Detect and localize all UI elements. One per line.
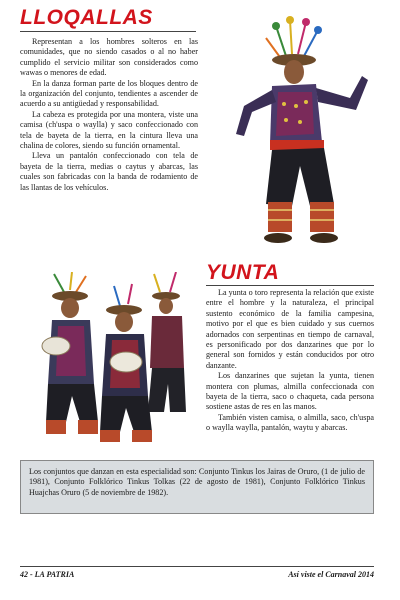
yunta-paragraph-2: Los danzarines que sujetan la yunta, tienen montera con plumas, almilla confeccionada con bayeta de la tierra, saco o chaqueta, cada persona sostiene astas de res en las manos. (206, 371, 374, 412)
lloqallas-paragraph-1: Representan a los hombres solteros en las comunidades, que no siendo casados o al no haber cumplido el servicio militar son considerados como wawas o menores de edad. (20, 37, 198, 78)
lloqallas-paragraph-4: Lleva un pantalón confeccionado con tela de bayeta de la tierra, medias o caytus y abarcas, las cuales son fabricadas con la banda de rodamiento de las llantas de los vehículos. (20, 151, 198, 192)
footer-page-label: 42 - LA PATRIA (20, 570, 75, 579)
footer-rule (20, 566, 374, 567)
lloqallas-rule (20, 31, 196, 32)
yunta-title: YUNTA (206, 261, 280, 284)
yunta-text (206, 288, 374, 434)
dance-groups-note (20, 460, 374, 514)
lloqallas-title: LLOQALLAS (20, 6, 153, 29)
yunta-paragraph-3: También visten camisa, o almilla, saco, ch'uspa o waylla waylla, pantalón, waytu y abarcas. (206, 412, 374, 433)
lloqalla-dancer-photo (226, 14, 376, 258)
lloqallas-paragraph-3: La cabeza es protegida por una montera, viste una camisa (ch'uspa o waylla) y saco confeccionado con tela de bayeta de la tierra, en la cintura lleva una chalina de colores, siendo su función ornamental. (20, 109, 198, 151)
yunta-dancers-photo (20, 272, 198, 448)
dance-groups-note-text: Los conjuntos que danzan en esta especialidad son: Conjunto Tinkus los Jairas de Oruro, (1 de julio de 1981), Conjunto Folklórico Tinkus Tolkas (22 de agosto de 1981), Conjunto Folklórico Tinkus Huajchas Oruro (5 de noviembre de 1982). (29, 467, 365, 497)
yunta-paragraph-1: La yunta o toro representa la relación que existe entre el hombre y la naturaleza, el principal sustento económico de la familia campesina, motivo por el que es bien cuidado y sus cuernos adornados con serpentinas en tiempo de carnaval, es personificado por dos danzarines que por lo general son fornidos y están conducidos por otro danzante. (206, 288, 374, 370)
footer-publication-label: Así viste el Carnaval 2014 (288, 570, 374, 579)
lloqallas-paragraph-2: En la danza forman parte de los bloques dentro de la organización del conjunto, tendientes a ascender de acuerdo a su antigüedad y responsabilidad. (20, 78, 198, 109)
yunta-rule (206, 285, 374, 286)
lloqallas-text (20, 37, 198, 193)
